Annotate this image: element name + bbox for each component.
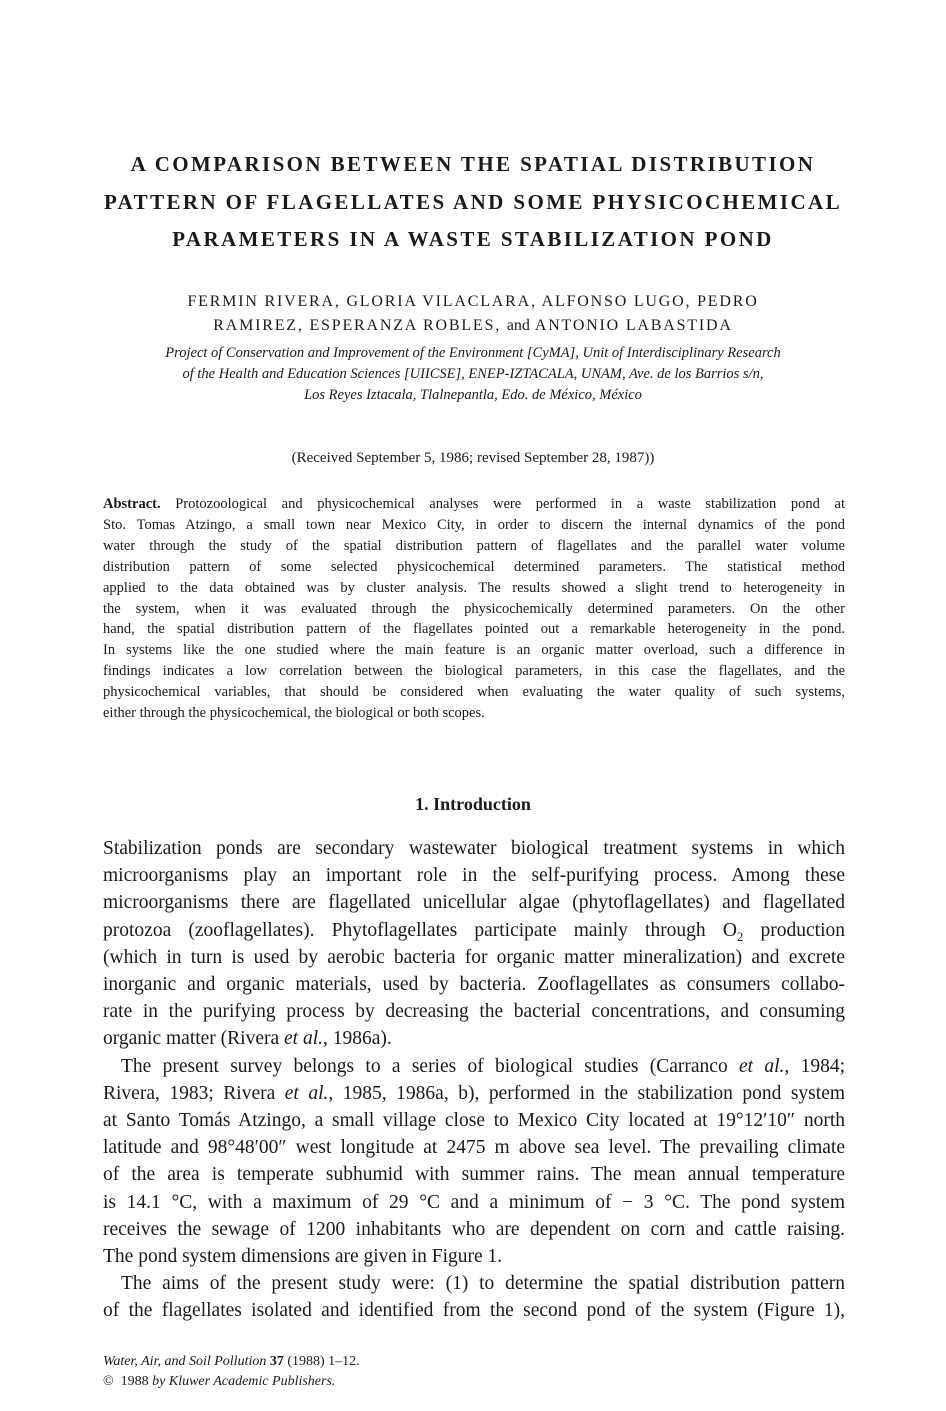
body-line: The aims of the present study were: (1) to determine the spatial distribution pattern [121,1273,845,1295]
paper-title [80,146,866,259]
abstract-line: Sto. Tomas Atzingo, a small town near Mexico City, in order to discern the internal dynamics of the pond [103,516,845,533]
section-heading-introduction: 1. Introduction [415,794,531,814]
body-line: microorganisms there are flagellated unicellular algae (phytoflagellates) and flagellated [103,892,845,914]
body-line: of the flagellates isolated and identified from the second pond of the system (Figure 1), [103,1300,845,1322]
title-line: PATTERN OF FLAGELLATES AND SOME PHYSICOCHEMICAL [103,189,842,214]
body-line: The pond system dimensions are given in Figure 1. [103,1246,503,1268]
affiliation-line: of the Health and Education Sciences [UIICSE], ENEP-IZTACALA, UNAM, Ave. de los Barrios s/n, [182,366,764,382]
body-line: (which in turn is used by aerobic bacteria for organic matter mineralization) and excrete [103,946,845,968]
abstract-line: either through the physicochemical, the biological or both scopes. [103,705,485,722]
body-line: protozoa (zooflagellates). Phytoflagellates participate mainly through $O_2$ production [103,919,846,944]
introduction-body [103,835,845,1325]
body-line: inorganic and organic materials, used by bacteria. Zooflagellates as consumers collabo- [103,974,845,996]
body-line: of the area is temperate subhumid with summer rains. The mean annual temperature [103,1164,845,1186]
body-line: rate in the purifying process by decreasing the bacterial concentrations, and consuming [103,1001,845,1023]
body-line: is 14.1 °C, with a maximum of 29 °C and a minimum of − 3 °C. The pond system [103,1191,845,1213]
body-line: The present survey belongs to a series of biological studies (Carranco et al., 1984; [121,1055,846,1077]
journal-citation: Water, Air, and Soil Pollution 37 (1988) 1–12. [103,1354,360,1369]
body-line: organic matter (Rivera et al., 1986a). [103,1028,392,1050]
abstract-line: distribution pattern of some selected physicochemical determined parameters. The statistical method [103,558,845,575]
oxygen-formula: $O_2$ [722,919,744,944]
body-line: Stabilization ponds are secondary wastewater biological treatment systems in which [103,838,845,859]
author-list [80,290,866,338]
body-line: latitude and 98°48′00″ west longitude at 2475 m above sea level. The prevailing climate [103,1137,845,1159]
body-line: receives the sewage of 1200 inhabitants who are dependent on corn and cattle raising. [103,1218,845,1240]
title-line: A COMPARISON BETWEEN THE SPATIAL DISTRIBUTION [130,152,816,176]
author-line: RAMIREZ, ESPERANZA ROBLES, and ANTONIO LABASTIDA [213,317,733,334]
abstract-line: physicochemical variables, that should be considered when evaluating the water quality of such systems, [103,684,845,701]
abstract-line: water through the study of the spatial distribution pattern of flagellates and the parallel water volume [103,537,845,554]
author-line: FERMIN RIVERA, GLORIA VILACLARA, ALFONSO LUGO, PEDRO [187,293,759,310]
body-line: Rivera, 1983; Rivera et al., 1985, 1986a, b), performed in the stabilization pond system [103,1082,846,1104]
received-dates: (Received September 5, 1986; revised September 28, 1987)) [291,450,655,466]
abstract-line: In systems like the one studied where the main feature is an organic matter overload, such a difference in [103,642,845,659]
affiliation-line: Los Reyes Iztacala, Tlalnepantla, Edo. de México, México [304,387,642,403]
copyright-notice: © 1988 by Kluwer Academic Publishers. [103,1374,336,1389]
abstract [103,494,845,724]
body-line: microorganisms play an important role in the self-purifying process. Among these [103,865,845,887]
abstract-line: the system, when it was evaluated through the physicochemically determined parameters. On the other [103,600,845,617]
title-line: PARAMETERS IN A WASTE STABILIZATION POND [172,227,774,251]
abstract-line: findings indicates a low correlation between the biological parameters, in this case the flagellates, and the [103,663,845,680]
abstract-line: applied to the data obtained was by cluster analysis. The results showed a slight trend to heterogeneity in [103,579,845,596]
body-line: at Santo Tomás Atzingo, a small village close to Mexico City located at 19°12′10″ north [103,1110,845,1132]
affiliation-line: Project of Conservation and Improvement of the Environment [CyMA], Unit of Interdisciplinary Research [165,345,781,361]
abstract-label: Abstract. [103,496,161,512]
abstract-line: hand, the spatial distribution pattern of the flagellates pointed out a remarkable heterogeneity in the pond. [103,621,845,638]
affiliation [80,343,866,406]
journal-footer [103,1352,360,1392]
abstract-line: Abstract. Protozoological and physicochemical analyses were performed in a waste stabilization pond at [103,496,845,512]
